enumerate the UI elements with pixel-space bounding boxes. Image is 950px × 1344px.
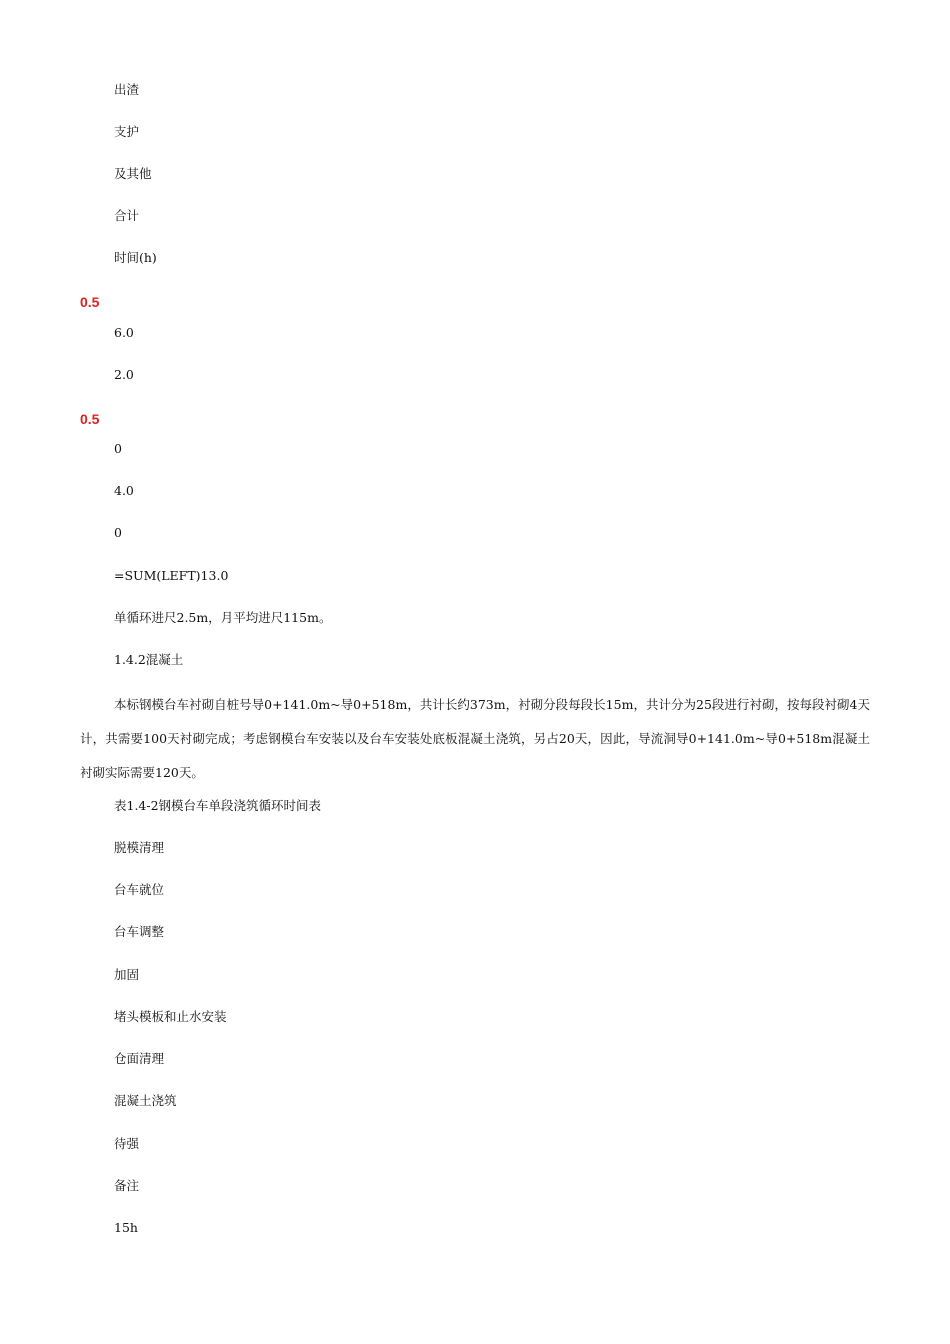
- text-line: 堵头模板和止水安装: [114, 1009, 227, 1024]
- section-heading: 1.4.2混凝土: [114, 652, 184, 667]
- text-line: 支护: [114, 124, 140, 139]
- red-value: 0.5: [80, 294, 100, 310]
- text-line: =SUM(LEFT)13.0: [114, 568, 229, 583]
- text-line: 0: [114, 441, 122, 456]
- text-line: 仓面清理: [114, 1051, 165, 1066]
- text-line: 台车调整: [114, 924, 165, 939]
- red-value: 0.5: [80, 411, 100, 427]
- text-line: 脱模清理: [114, 840, 165, 855]
- text-line: 4.0: [114, 483, 134, 498]
- text-line: 待强: [114, 1136, 140, 1151]
- text-line: 时间(h): [114, 250, 157, 265]
- text-line: 2.0: [114, 367, 134, 382]
- text-line: 混凝土浇筑: [114, 1093, 177, 1108]
- text-line: 加固: [114, 967, 140, 982]
- text-line: 15h: [114, 1220, 138, 1235]
- text-line: 及其他: [114, 166, 152, 181]
- text-line: 备注: [114, 1178, 140, 1193]
- text-line: 合计: [114, 208, 140, 223]
- text-line: 6.0: [114, 325, 134, 340]
- text-line: 出渣: [114, 82, 140, 97]
- body-paragraph: 本标钢模台车衬砌自桩号导0+141.0m~导0+518m，共计长约373m，衬砌分段每段长15m，共计分为25段进行衬砌，按每段衬砌4天计，共需要100天衬砌完成；考虑钢模台车安装以及台车安装处底板混凝土浇筑，另占20天，因此，导流洞导0+141.0m~导0+518m混凝土衬砌实际需要120天。: [80, 697, 870, 780]
- table-title: 表1.4-2钢模台车单段浇筑循环时间表: [114, 798, 322, 813]
- text-line: 单循环进尺2.5m，月平均进尺115m。: [114, 610, 332, 625]
- text-line: 台车就位: [114, 882, 165, 897]
- text-line: 0: [114, 525, 122, 540]
